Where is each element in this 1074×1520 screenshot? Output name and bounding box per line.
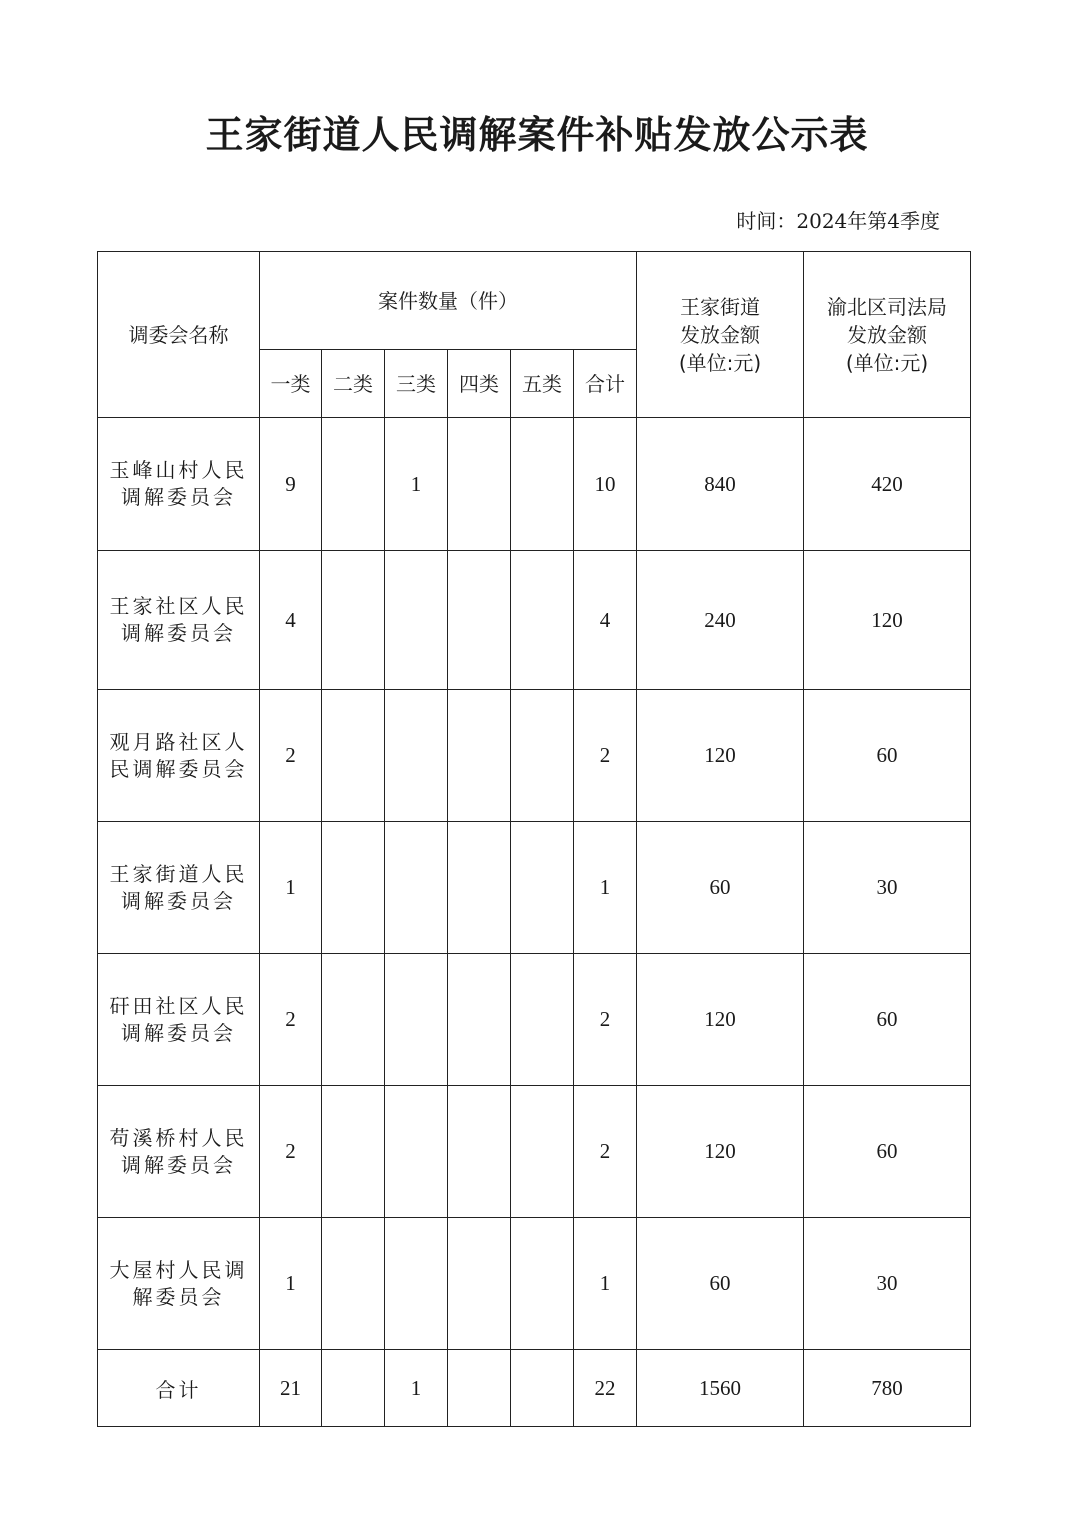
case-total-cell: 4 xyxy=(574,551,637,690)
category-1-cell: 2 xyxy=(260,690,322,822)
street-amount-cell: 60 xyxy=(637,822,804,954)
org-name-cell: 王家社区人民调解委员会 xyxy=(98,551,260,690)
category-5-cell xyxy=(511,822,574,954)
header-org-name: 调委会名称 xyxy=(98,252,260,418)
page-title: 王家街道人民调解案件补贴发放公示表 xyxy=(205,112,869,157)
table-row xyxy=(98,1086,971,1218)
street-amount-cell: 60 xyxy=(637,1218,804,1350)
category-2-cell xyxy=(322,954,385,1086)
total-category-2-cell xyxy=(322,1350,385,1427)
category-2-cell xyxy=(322,418,385,551)
category-5-cell xyxy=(511,418,574,551)
category-5-cell xyxy=(511,1086,574,1218)
category-4-cell xyxy=(448,1086,511,1218)
category-3-cell xyxy=(385,1218,448,1350)
table-row xyxy=(98,954,971,1086)
case-total-cell: 2 xyxy=(574,1086,637,1218)
total-category-5-cell xyxy=(511,1350,574,1427)
org-name-cell: 大屋村人民调解委员会 xyxy=(98,1218,260,1350)
category-2-cell xyxy=(322,690,385,822)
header-category-1: 一类 xyxy=(260,350,322,418)
bureau-amount-cell: 60 xyxy=(804,1086,971,1218)
period-label: 时间：2024年第4季度 xyxy=(736,209,940,233)
table-row xyxy=(98,690,971,822)
case-total-cell: 1 xyxy=(574,1218,637,1350)
total-category-3-cell: 1 xyxy=(385,1350,448,1427)
table-row xyxy=(98,822,971,954)
category-4-cell xyxy=(448,418,511,551)
header-street-amount-line3: (单位:元) xyxy=(678,350,762,375)
street-amount-cell: 120 xyxy=(637,954,804,1086)
category-1-cell: 9 xyxy=(260,418,322,551)
total-category-4-cell xyxy=(448,1350,511,1427)
table-row xyxy=(98,418,971,551)
category-5-cell xyxy=(511,954,574,1086)
table-row xyxy=(98,1218,971,1350)
total-row xyxy=(98,1350,971,1427)
category-2-cell xyxy=(322,1086,385,1218)
header-bureau-amount xyxy=(804,252,971,418)
total-street-amount-cell: 1560 xyxy=(637,1350,804,1427)
street-amount-cell: 240 xyxy=(637,551,804,690)
category-1-cell: 4 xyxy=(260,551,322,690)
category-2-cell xyxy=(322,822,385,954)
category-5-cell xyxy=(511,690,574,822)
category-4-cell xyxy=(448,551,511,690)
header-category-3: 三类 xyxy=(385,350,448,418)
case-total-cell: 2 xyxy=(574,954,637,1086)
category-3-cell xyxy=(385,1086,448,1218)
bureau-amount-cell: 30 xyxy=(804,1218,971,1350)
bureau-amount-cell: 30 xyxy=(804,822,971,954)
header-bureau-amount-line1: 渝北区司法局 xyxy=(827,294,947,319)
header-category-2: 二类 xyxy=(322,350,385,418)
subsidy-table xyxy=(97,251,971,1427)
street-amount-cell: 840 xyxy=(637,418,804,551)
bureau-amount-cell: 60 xyxy=(804,954,971,1086)
table-row xyxy=(98,551,971,690)
total-category-1-cell: 21 xyxy=(260,1350,322,1427)
street-amount-cell: 120 xyxy=(637,1086,804,1218)
category-1-cell: 1 xyxy=(260,1218,322,1350)
header-case-count: 案件数量（件） xyxy=(260,252,637,350)
case-total-cell: 2 xyxy=(574,690,637,822)
street-amount-cell: 120 xyxy=(637,690,804,822)
bureau-amount-cell: 60 xyxy=(804,690,971,822)
category-1-cell: 2 xyxy=(260,954,322,1086)
category-3-cell xyxy=(385,954,448,1086)
category-1-cell: 2 xyxy=(260,1086,322,1218)
category-4-cell xyxy=(448,690,511,822)
case-total-cell: 10 xyxy=(574,418,637,551)
category-3-cell xyxy=(385,822,448,954)
category-4-cell xyxy=(448,954,511,1086)
case-total-cell: 1 xyxy=(574,822,637,954)
org-name-cell: 矸田社区人民调解委员会 xyxy=(98,954,260,1086)
header-street-amount-line1: 王家街道 xyxy=(680,294,760,319)
org-name-cell: 王家街道人民调解委员会 xyxy=(98,822,260,954)
header-category-5: 五类 xyxy=(511,350,574,418)
category-3-cell: 1 xyxy=(385,418,448,551)
bureau-amount-cell: 420 xyxy=(804,418,971,551)
header-street-amount xyxy=(637,252,804,418)
category-1-cell: 1 xyxy=(260,822,322,954)
category-4-cell xyxy=(448,1218,511,1350)
category-5-cell xyxy=(511,551,574,690)
total-label-cell: 合计 xyxy=(98,1350,260,1427)
header-bureau-amount-line3: (单位:元) xyxy=(845,350,929,375)
total-case-cell: 22 xyxy=(574,1350,637,1427)
category-4-cell xyxy=(448,822,511,954)
category-3-cell xyxy=(385,551,448,690)
org-name-cell: 苟溪桥村人民调解委员会 xyxy=(98,1086,260,1218)
header-category-total: 合计 xyxy=(574,350,637,418)
org-name-cell: 玉峰山村人民调解委员会 xyxy=(98,418,260,551)
total-bureau-amount-cell: 780 xyxy=(804,1350,971,1427)
bureau-amount-cell: 120 xyxy=(804,551,971,690)
category-5-cell xyxy=(511,1218,574,1350)
header-bureau-amount-line2: 发放金额 xyxy=(847,322,927,347)
category-2-cell xyxy=(322,551,385,690)
header-category-4: 四类 xyxy=(448,350,511,418)
org-name-cell: 观月路社区人民调解委员会 xyxy=(98,690,260,822)
category-3-cell xyxy=(385,690,448,822)
category-2-cell xyxy=(322,1218,385,1350)
header-street-amount-line2: 发放金额 xyxy=(680,322,760,347)
